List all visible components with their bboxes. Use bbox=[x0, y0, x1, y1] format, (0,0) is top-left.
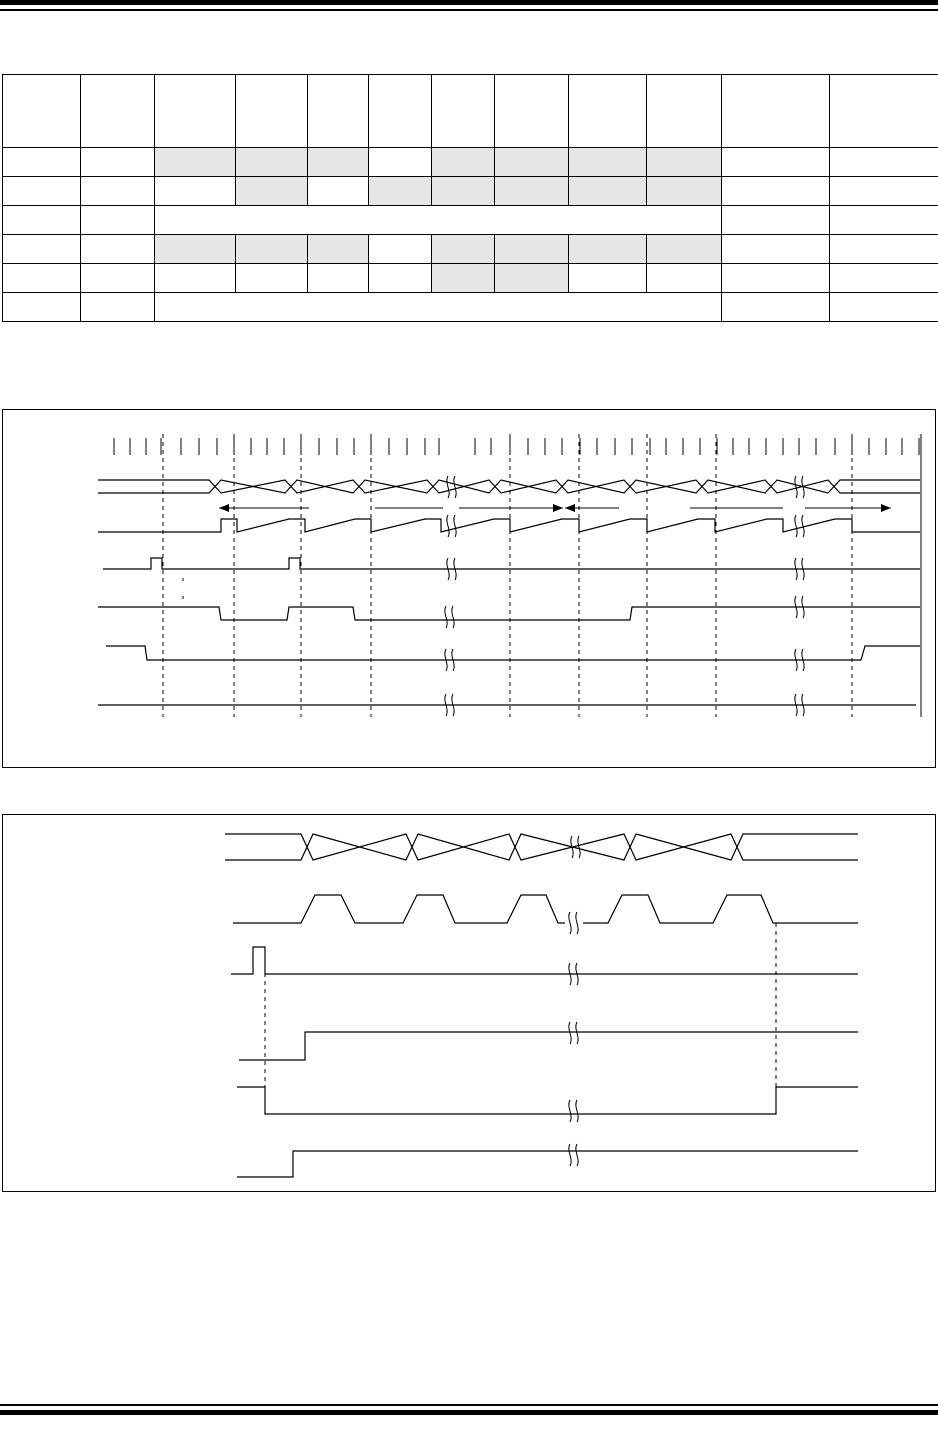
table-cell bbox=[647, 264, 722, 293]
table-cell bbox=[432, 148, 495, 177]
table-cell bbox=[495, 177, 569, 206]
arrowhead-icon bbox=[881, 504, 891, 512]
footer-rule-thin bbox=[0, 1404, 938, 1406]
ready-waveform bbox=[239, 1032, 858, 1060]
table-cell bbox=[3, 235, 81, 264]
timing-diagram-1-canvas bbox=[3, 410, 935, 767]
table-cell bbox=[308, 264, 369, 293]
bus-waveform-lower bbox=[225, 834, 858, 860]
table-cell bbox=[830, 293, 938, 322]
header-rule-thin bbox=[0, 9, 938, 11]
table-row bbox=[3, 148, 938, 177]
table-cell bbox=[3, 293, 81, 322]
table-cell bbox=[369, 177, 432, 206]
waveform-break-icon bbox=[447, 515, 456, 537]
table-cell bbox=[308, 235, 369, 264]
table-cell bbox=[495, 148, 569, 177]
arrowhead-icon bbox=[219, 504, 229, 512]
table-cell bbox=[236, 148, 308, 177]
table-cell bbox=[155, 75, 236, 148]
table-cell bbox=[647, 148, 722, 177]
footer-rule-thick bbox=[0, 1410, 938, 1415]
table-cell bbox=[81, 148, 155, 177]
waveform-break-icon bbox=[569, 1144, 578, 1166]
table-cell bbox=[236, 264, 308, 293]
timing-diagram-1 bbox=[2, 409, 936, 768]
strobe-waveform bbox=[231, 947, 858, 974]
table-cell bbox=[495, 75, 569, 148]
table-cell bbox=[569, 264, 647, 293]
table-cell bbox=[81, 235, 155, 264]
table-cell bbox=[3, 75, 81, 148]
table-cell bbox=[830, 75, 938, 148]
table-cell bbox=[432, 75, 495, 148]
header-rule-thick bbox=[0, 0, 938, 5]
table-cell bbox=[81, 206, 155, 235]
table-cell bbox=[830, 235, 938, 264]
table-cell bbox=[155, 206, 722, 235]
table-cell bbox=[308, 148, 369, 177]
table-cell bbox=[722, 293, 830, 322]
arrowhead-icon bbox=[553, 504, 563, 512]
enable-waveform bbox=[106, 646, 920, 660]
table-cell bbox=[3, 148, 81, 177]
table-row bbox=[3, 264, 938, 293]
waveform-break-icon bbox=[569, 912, 578, 934]
table-cell bbox=[830, 206, 938, 235]
table-cell bbox=[569, 148, 647, 177]
table-cell bbox=[432, 264, 495, 293]
table-cell bbox=[722, 148, 830, 177]
table-cell bbox=[432, 235, 495, 264]
timing-diagram-2 bbox=[2, 814, 936, 1192]
waveform-break-icon bbox=[571, 836, 580, 858]
table-row bbox=[3, 293, 938, 322]
table-cell bbox=[155, 264, 236, 293]
table-cell bbox=[236, 235, 308, 264]
clock-waveform-a bbox=[233, 895, 565, 923]
table-cell bbox=[81, 293, 155, 322]
table-cell bbox=[495, 264, 569, 293]
table-cell bbox=[81, 264, 155, 293]
table-cell bbox=[432, 177, 495, 206]
table-cell bbox=[569, 235, 647, 264]
table-cell bbox=[155, 235, 236, 264]
table-cell bbox=[830, 264, 938, 293]
ack-waveform bbox=[237, 1151, 858, 1177]
table-cell bbox=[3, 177, 81, 206]
clock-waveform-b bbox=[583, 895, 858, 923]
table-cell bbox=[155, 177, 236, 206]
strobe-waveform bbox=[103, 558, 920, 569]
table-row bbox=[3, 177, 938, 206]
table-cell bbox=[369, 75, 432, 148]
arrowhead-icon bbox=[565, 504, 575, 512]
table-cell bbox=[236, 177, 308, 206]
table-cell bbox=[81, 177, 155, 206]
table-cell bbox=[830, 177, 938, 206]
table-cell bbox=[81, 75, 155, 148]
table-cell bbox=[569, 75, 647, 148]
table-row bbox=[3, 206, 938, 235]
table-cell bbox=[236, 75, 308, 148]
register-summary-table bbox=[2, 74, 938, 322]
waveform-break-icon bbox=[447, 476, 456, 498]
table-cell bbox=[308, 177, 369, 206]
table-cell bbox=[830, 148, 938, 177]
bus-waveform-upper bbox=[225, 834, 858, 860]
table-cell bbox=[3, 264, 81, 293]
table-cell bbox=[3, 206, 81, 235]
table-cell bbox=[569, 177, 647, 206]
table-cell bbox=[722, 75, 830, 148]
table-cell bbox=[369, 148, 432, 177]
table-cell bbox=[308, 75, 369, 148]
waveform-break-icon bbox=[795, 515, 804, 537]
waveform-break-icon bbox=[569, 1100, 578, 1122]
table-cell bbox=[155, 293, 722, 322]
table-cell bbox=[722, 206, 830, 235]
table-cell bbox=[155, 148, 236, 177]
waveform-break-icon bbox=[569, 1022, 578, 1044]
table-header-row bbox=[3, 75, 938, 148]
timing-diagram-2-canvas bbox=[3, 815, 935, 1191]
enable-waveform bbox=[237, 1087, 858, 1114]
table-cell bbox=[722, 177, 830, 206]
table-cell bbox=[647, 75, 722, 148]
table-cell bbox=[647, 177, 722, 206]
table-cell bbox=[722, 264, 830, 293]
table-cell bbox=[369, 264, 432, 293]
table-cell bbox=[369, 235, 432, 264]
table-cell bbox=[722, 235, 830, 264]
table-row bbox=[3, 235, 938, 264]
table-cell bbox=[647, 235, 722, 264]
waveform-break-icon bbox=[445, 606, 454, 628]
table-cell bbox=[495, 235, 569, 264]
